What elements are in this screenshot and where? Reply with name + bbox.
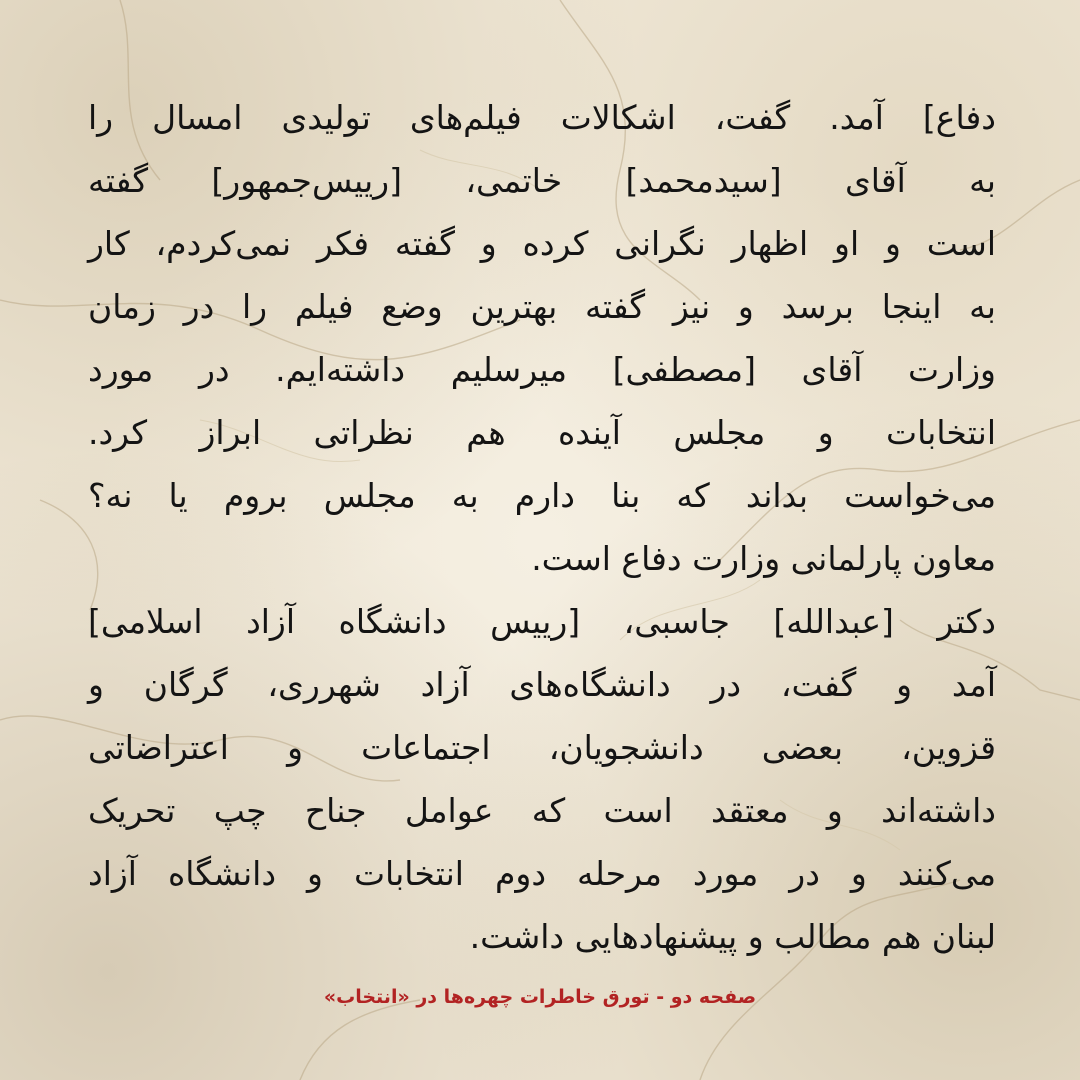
text-line: می‌خواست بداند که بنا دارم به مجلس بروم یا نه؟ — [88, 476, 996, 515]
text-line: معاون پارلمانی وزارت دفاع است. — [531, 539, 996, 578]
text-line: می‌کنند و در مورد مرحله دوم انتخابات و دانشگاه آزاد — [88, 854, 996, 893]
text-line: به آقای [سیدمحمد] خاتمی، [رییس‌جمهور] گفته — [88, 161, 996, 200]
text-line: آمد و گفت، در دانشگاه‌های آزاد شهرری، گرگان و — [88, 665, 996, 704]
text-line: داشته‌اند و معتقد است که عوامل جناح چپ تحریک — [88, 791, 996, 830]
text-line: وزارت آقای [مصطفی] میرسلیم داشته‌ایم. در مورد — [88, 350, 996, 389]
text-line: دکتر [عبدالله] جاسبی، [رییس دانشگاه آزاد اسلامی] — [88, 602, 996, 641]
text-line: قزوین، بعضی دانشجویان، اجتماعات و اعتراضاتی — [88, 728, 996, 767]
text-line: به اینجا برسد و نیز گفته بهترین وضع فیلم را در زمان — [88, 287, 996, 326]
text-line: لبنان هم مطالب و پیشنهادهایی داشت. — [469, 917, 996, 956]
text-line: دفاع] آمد. گفت، اشکالات فیلم‌های تولیدی امسال را — [88, 98, 996, 137]
text-line: است و او اظهار نگرانی کرده و گفته فکر نمی‌کردم، کار — [88, 224, 996, 263]
article-text — [88, 86, 996, 968]
footer-caption: صفحه دو - تورق خاطرات چهره‌ها در «انتخاب» — [323, 986, 757, 1008]
text-line: انتخابات و مجلس آینده هم نظراتی ابراز کرد. — [88, 413, 996, 452]
